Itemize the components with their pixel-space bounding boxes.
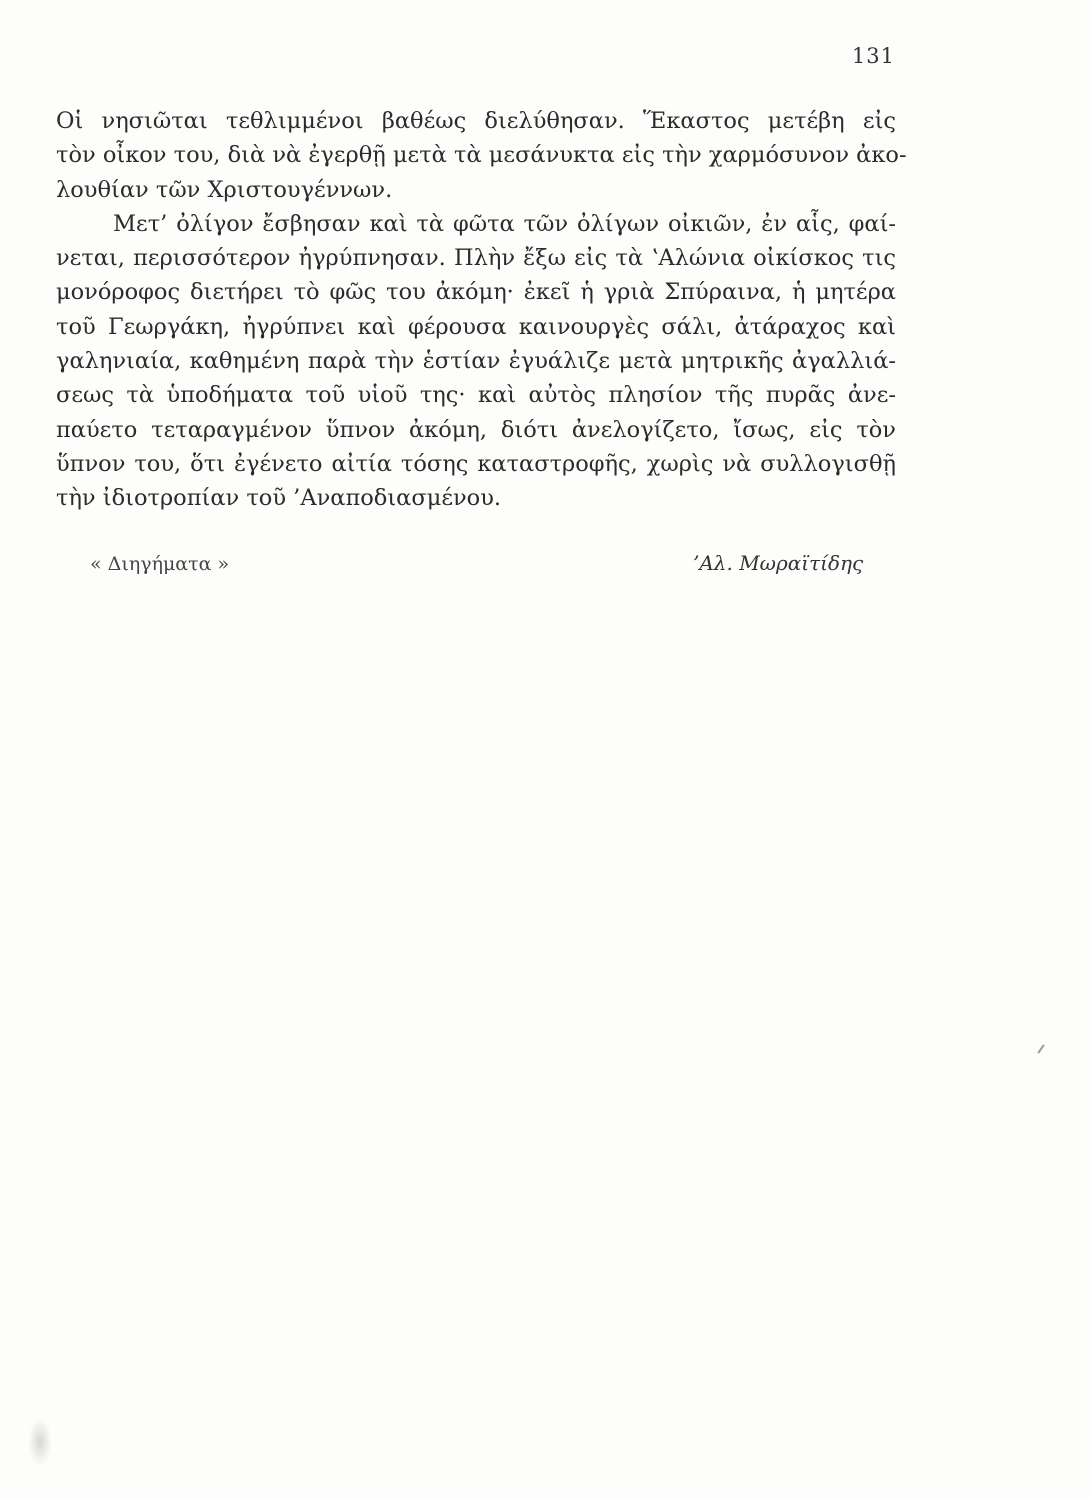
page-number: 131 bbox=[851, 44, 895, 68]
text-line: μονόροφος διετήρει τὸ φῶς του ἀκόμη· ἐκεῖ ἡ γριὰ Σπύραινα, ἡ μητέρα bbox=[56, 279, 896, 306]
text-line: νεται, περισσότερον ἠγρύπνησαν. Πλὴν ἔξω εἰς τὰ ʽΑλώνια οἰκίσκος τις bbox=[56, 245, 896, 272]
text-line: λουθίαν τῶν Χριστουγέννων. bbox=[56, 176, 393, 203]
text-line: τὴν ἰδιοτροπίαν τοῦ ’Αναποδιασμένου. bbox=[56, 485, 502, 512]
text-line: Οἱ νησιῶται τεθλιμμένοι βαθέως διελύθησαν. Ἕκαστος μετέβη εἰς bbox=[56, 108, 896, 134]
source-title: « Διηγήματα » bbox=[90, 553, 230, 575]
text-line: τοῦ Γεωργάκη, ἠγρύπνει καὶ φέρουσα καινουργὲς σάλι, ἀτάραχος καὶ bbox=[56, 313, 896, 340]
text-line: σεως τὰ ὑποδήματα τοῦ υἱοῦ της· καὶ αὐτὸς πλησίον τῆς πυρᾶς ἀνε- bbox=[56, 382, 896, 409]
text-line: τὸν οἶκον του, διὰ νὰ ἐγερθῇ μετὰ τὰ μεσάνυκτα εἰς τὴν χαρμόσυνον ἀκο- bbox=[56, 142, 907, 169]
text-line: παύετο τεταραγμένον ὕπνον ἀκόμη, διότι ἀνελογίζετο, ἴσως, εἰς τὸν bbox=[56, 416, 896, 443]
scan-speck bbox=[1037, 1044, 1044, 1053]
scan-smudge bbox=[28, 1418, 52, 1466]
text-line: γαληνιαία, καθημένη παρὰ τὴν ἑστίαν ἐγυάλιζε μετὰ μητρικῆς ἀγαλλιά- bbox=[56, 348, 896, 375]
story-text bbox=[56, 104, 907, 516]
author-name: ’Αλ. Μωραϊτίδης bbox=[693, 551, 864, 575]
text-line: Μετ’ ὀλίγον ἔσβησαν καὶ τὰ φῶτα τῶν ὀλίγων οἰκιῶν, ἐν αἷς, φαί- bbox=[113, 210, 896, 237]
text-line: ὕπνον του, ὅτι ἐγένετο αἰτία τόσης καταστροφῆς, χωρὶς νὰ συλλογισθῇ bbox=[56, 450, 896, 477]
